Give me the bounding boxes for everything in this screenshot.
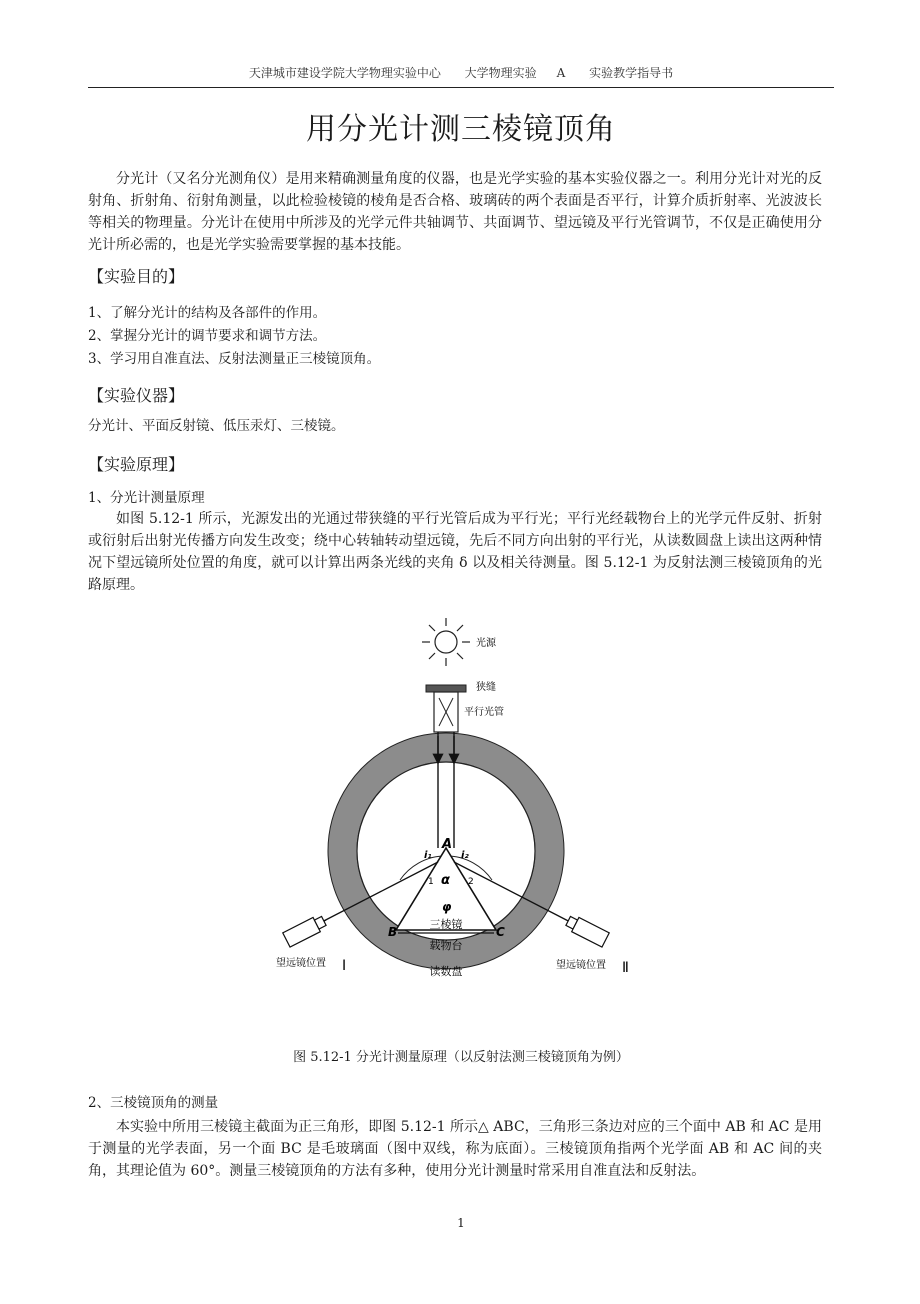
telescope-right	[565, 914, 610, 947]
label-i2: i₂	[461, 850, 469, 861]
principle-2-paragraph: 本实验中所用三棱镜主截面为正三角形，即图 5.12-1 所示△ ABC，三角形三条边对应的三个面中 AB 和 AC 是用于测量的光学表面，另一个面 BC 是毛玻璃面（图中双线，称为底面）。三棱镜顶角指两个光学面 AB 和 AC 间的夹角，其理论值为 60°。测量三棱镜顶角的方法有多种，使用分光计测量时常采用自准直法和反射法。	[88, 1119, 822, 1179]
label-telescope-left: 望远镜位置	[276, 958, 326, 969]
section-purpose: 【实验目的】	[88, 267, 185, 286]
purpose-item-3: 3、学习用自准直法、反射法测量正三棱镜顶角。	[88, 351, 381, 367]
light-source-icon	[422, 618, 470, 666]
page-number: 1	[457, 1216, 465, 1230]
label-alpha: α	[441, 873, 450, 888]
label-phi: φ	[442, 900, 452, 914]
section-principle: 【实验原理】	[88, 455, 185, 474]
apparatus-text: 分光计、平面反射镜、低压汞灯、三棱镜。	[88, 418, 345, 434]
label-collimator: 平行光管	[464, 707, 504, 718]
label-slit: 狭缝	[476, 682, 496, 693]
label-ray-1: 1	[428, 877, 434, 887]
purpose-item-2: 2、掌握分光计的调节要求和调节方法。	[88, 328, 327, 344]
label-position-II: Ⅱ	[622, 960, 629, 976]
principle-2-title: 2、三棱镜顶角的测量	[88, 1095, 219, 1111]
header-org: 天津城市建设学院大学物理实验中心	[248, 66, 441, 80]
running-header	[88, 64, 834, 81]
slit	[426, 685, 466, 692]
figure-caption: 图 5.12-1 分光计测量原理（以反射法测三棱镜顶角为例）	[293, 1050, 629, 1065]
header-doc-type: 实验教学指导书	[589, 66, 674, 80]
label-stage: 载物台	[429, 939, 463, 952]
label-i1: i₁	[424, 850, 432, 861]
label-position-I: Ⅰ	[342, 958, 347, 974]
header-rule	[88, 87, 834, 88]
telescope-left	[283, 914, 328, 947]
label-ray-2: 2	[468, 877, 474, 887]
spectrometer-diagram	[270, 612, 650, 1010]
header-level: A	[556, 66, 566, 80]
label-telescope-right: 望远镜位置	[556, 960, 606, 971]
principle-1-title: 1、分光计测量原理	[88, 490, 205, 506]
label-B: B	[388, 925, 398, 939]
label-source: 光源	[476, 638, 496, 649]
label-A: A	[442, 837, 453, 852]
intro-paragraph: 分光计（又名分光测角仪）是用来精确测量角度的仪器，也是光学实验的基本实验仪器之一。利用分光计对光的反射角、折射角、衍射角测量，以此检验棱镜的棱角是否合格、玻璃砖的两个表面是否平行，计算介质折射率、光波波长等相关的物理量。分光计在使用中所涉及的光学元件共轴调节、共面调节、望远镜及平行光管调节，不仅是正确使用分光计所必需的，也是光学实验需要掌握的基本技能。	[88, 171, 822, 253]
label-dial: 读数盘	[429, 965, 463, 978]
page-title: 用分光计测三棱镜顶角	[306, 112, 616, 147]
purpose-item-1: 1、了解分光计的结构及各部件的作用。	[88, 305, 327, 321]
label-C: C	[496, 925, 505, 939]
header-course: 大学物理实验	[464, 66, 537, 80]
section-apparatus: 【实验仪器】	[88, 386, 185, 405]
label-prism: 三棱镜	[429, 918, 463, 931]
principle-1-paragraph: 如图 5.12-1 所示，光源发出的光通过带狭缝的平行光管后成为平行光；平行光经载物台上的光学元件反射、折射或衍射后出射光传播方向发生改变；绕中心转轴转动望远镜，先后不同方向出射的平行光，从读数圆盘上读出这两种情况下望远镜所处位置的角度，就可以计算出两条光线的夹角 δ 以及相关待测量。图 5.12-1 为反射法测三棱镜顶角的光路原理。	[88, 511, 822, 593]
